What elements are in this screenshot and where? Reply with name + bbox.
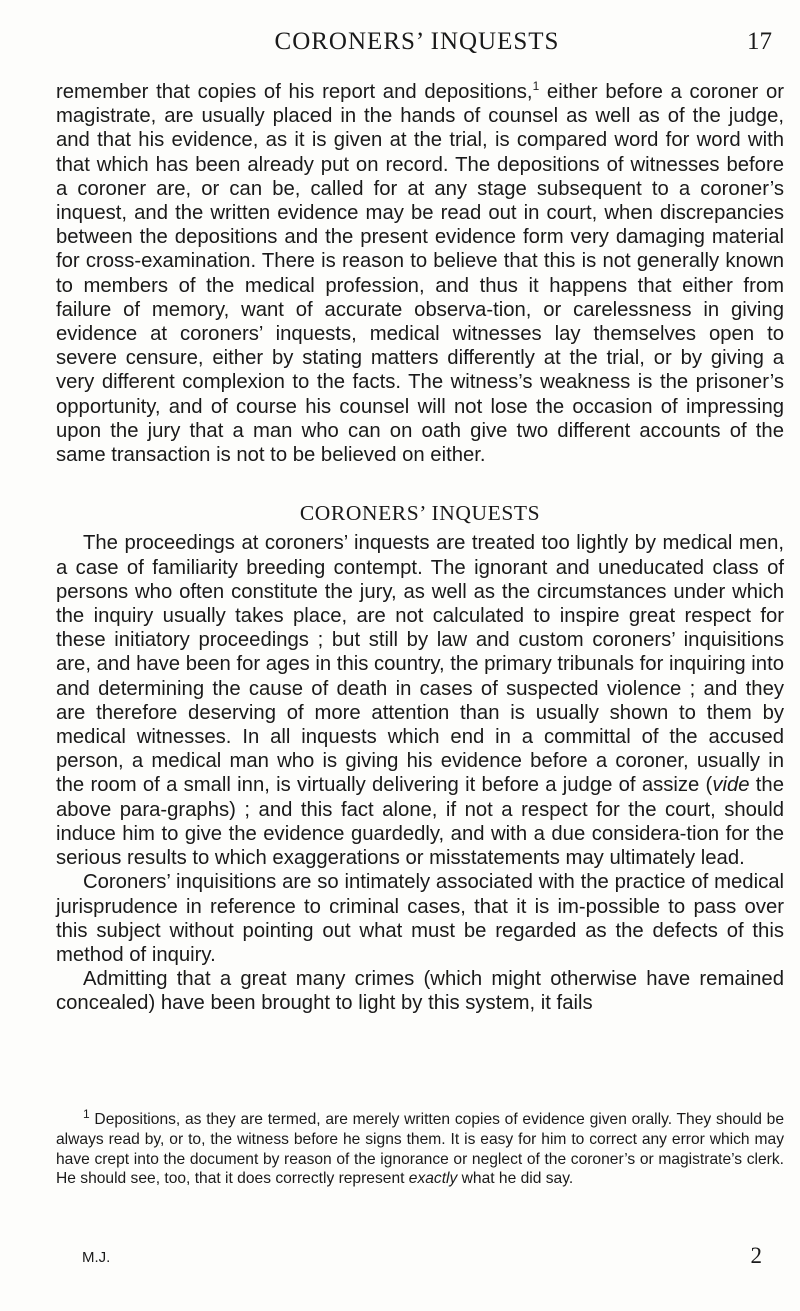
signature-mark: M.J. [82, 1249, 111, 1266]
paragraph-2 [56, 531, 784, 870]
page-number: 17 [747, 28, 772, 55]
footnote-marker: 1 [83, 1106, 90, 1121]
footnote-text-start: Depositions, as they are termed, are merely written copies of evidence given orally. They should be always read by, or to, the witness before he signs them. It is easy for him to correct any error which may have crept into the document by reason of the ignorance or neglect of the coroner’s or magistrate’s clerk. He should see, too, that it does correctly represent [56, 1111, 784, 1188]
paragraph-4: Admitting that a great many crimes (which might otherwise have remained concealed) have been brought to light by this system, it fails [56, 968, 784, 1015]
footnote-emphasis: exactly [408, 1170, 458, 1188]
paragraph-1 [56, 80, 784, 467]
signature-line [82, 1243, 782, 1275]
footnote-reference: 1 [532, 79, 540, 94]
footnote-text-end: what he did say. [457, 1170, 574, 1188]
vide-emphasis: vide [712, 774, 750, 797]
paragraph-1-rest: either before a coroner or magistrate, are usually placed in the hands of counsel as well as of the judge, and that his evidence, as it is given at the trial, is compared word for word with that which has been already put on record. The depositions of witnesses before a coroner are, or can be, called for at any stage subsequent to a coroner’s inquest, and the written evidence may be read out in court, when discrepancies between the depositions and the present evidence form very damaging material for cross-examination. There is reason to believe that this is not generally known to members of the medical profession, and thus it happens that either from failure of memory, want of accurate observa-tion, or carelessness in giving evidence at coroners’ inquests, medical witnesses lay themselves open to severe censure, either by stating matters differently at the trial, or by giving a very different complexion to the facts. The witness’s weakness is the prisoner’s opportunity, and of course his counsel will not lose the occasion of impressing upon the jury that a man who can on oath give two different accounts of the same transaction is not to be believed on either. [56, 81, 784, 467]
footnote [56, 1106, 784, 1189]
body-text [56, 80, 784, 1016]
running-title: CORONERS’ INQUESTS [274, 28, 560, 55]
section-heading: CORONERS’ INQUESTS [299, 501, 541, 526]
running-head [62, 28, 772, 62]
paragraph-2-start: The proceedings at coroners’ inquests are treated too lightly by medical men, a case of familiarity breeding contempt. The ignorant and uneducated class of persons who often constitute the jury, as well as the circumstances under which the inquiry usually takes place, are not calculated to inspire great respect for these initiatory proceedings ; but still by law and custom coroners’ inquisitions are, and have been for ages in this country, the primary tribunals for inquiring into and determining the cause of death in cases of suspected violence ; and they are therefore deserving of more attention than is usually shown to them by medical witnesses. In all inquests which end in a committal of the accused person, a medical man who is giving his evidence before a coroner, usually in the room of a small inn, is virtually delivering it before a judge of assize ( [56, 532, 784, 797]
gathering-number: 2 [750, 1243, 762, 1268]
paragraph-1-start: remember that copies of his report and depositions, [56, 81, 533, 103]
paragraph-3: Coroners’ inquisitions are so intimately associated with the practice of medical jurisprudence in reference to criminal cases, that it is im-possible to pass over this subject without pointing out what must be regarded as the defects of this method of inquiry. [56, 871, 784, 966]
paragraph-2-rest: the above para-graphs) ; and this fact alone, if not a respect for the court, should induce him to give the evidence guardedly, and with a due considera-tion for the serious results to which exaggerations or misstatements may ultimately lead. [56, 774, 784, 870]
footnote-text [56, 1106, 784, 1189]
